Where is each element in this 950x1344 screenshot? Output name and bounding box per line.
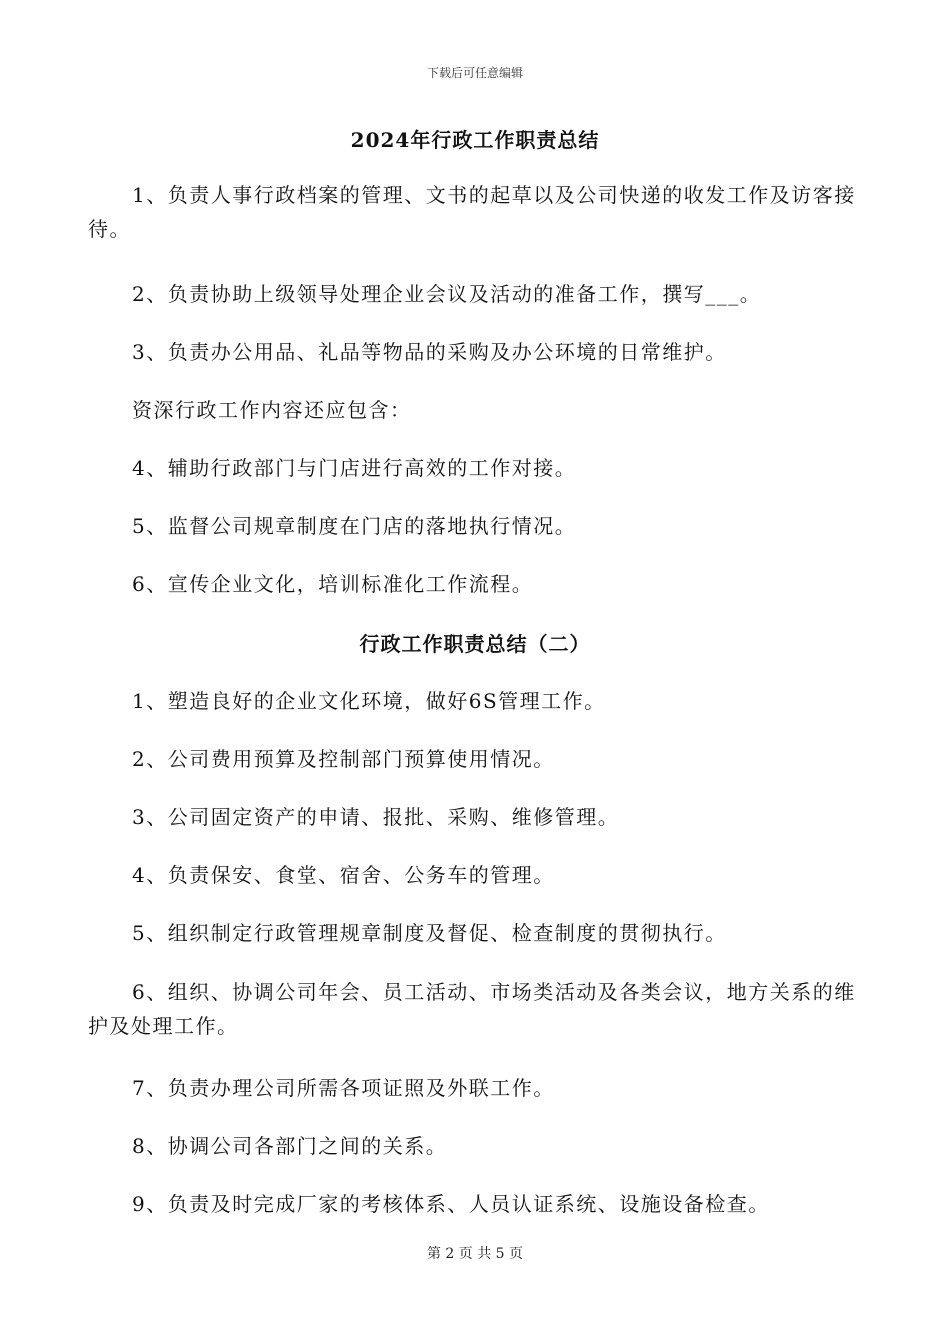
page-number: 第 2 页 共 5 页	[426, 1246, 524, 1262]
paragraph: 1、负责人事行政档案的管理、文书的起草以及公司快递的收发工作及访客接待。	[88, 183, 856, 241]
paragraph: 2、负责协助上级领导处理企业会议及活动的准备工作，撰写___。	[132, 282, 762, 306]
paragraph: 4、负责保安、食堂、宿舍、公务车的管理。	[132, 863, 555, 887]
paragraph: 5、组织制定行政管理规章制度及督促、检查制度的贯彻执行。	[132, 921, 727, 945]
section-title: 行政工作职责总结（二）	[359, 632, 591, 656]
paragraph: 9、负责及时完成厂家的考核体系、人员认证系统、设施设备检查。	[132, 1192, 770, 1216]
paragraph: 8、协调公司各部门之间的关系。	[132, 1134, 448, 1158]
paragraph: 资深行政工作内容还应包含：	[132, 398, 412, 422]
paragraph: 4、辅助行政部门与门店进行高效的工作对接。	[132, 456, 577, 480]
paragraph: 3、负责办公用品、礼品等物品的采购及办公环境的日常维护。	[132, 340, 727, 364]
paragraph: 7、负责办理公司所需各项证照及外联工作。	[132, 1076, 555, 1100]
paragraph: 1、塑造良好的企业文化环境，做好6S管理工作。	[132, 689, 606, 713]
paragraph: 6、宣传企业文化，培训标准化工作流程。	[132, 572, 534, 596]
paragraph: 6、组织、协调公司年会、员工活动、市场类活动及各类会议，地方关系的维护及处理工作。	[88, 980, 856, 1038]
section-title: 2024年行政工作职责总结	[350, 128, 600, 152]
paragraph: 5、监督公司规章制度在门店的落地执行情况。	[132, 514, 577, 538]
paragraph: 2、公司费用预算及控制部门预算使用情况。	[132, 747, 555, 771]
page-header: 下载后可任意编辑	[426, 66, 523, 80]
paragraph: 3、公司固定资产的申请、报批、采购、维修管理。	[132, 805, 620, 829]
